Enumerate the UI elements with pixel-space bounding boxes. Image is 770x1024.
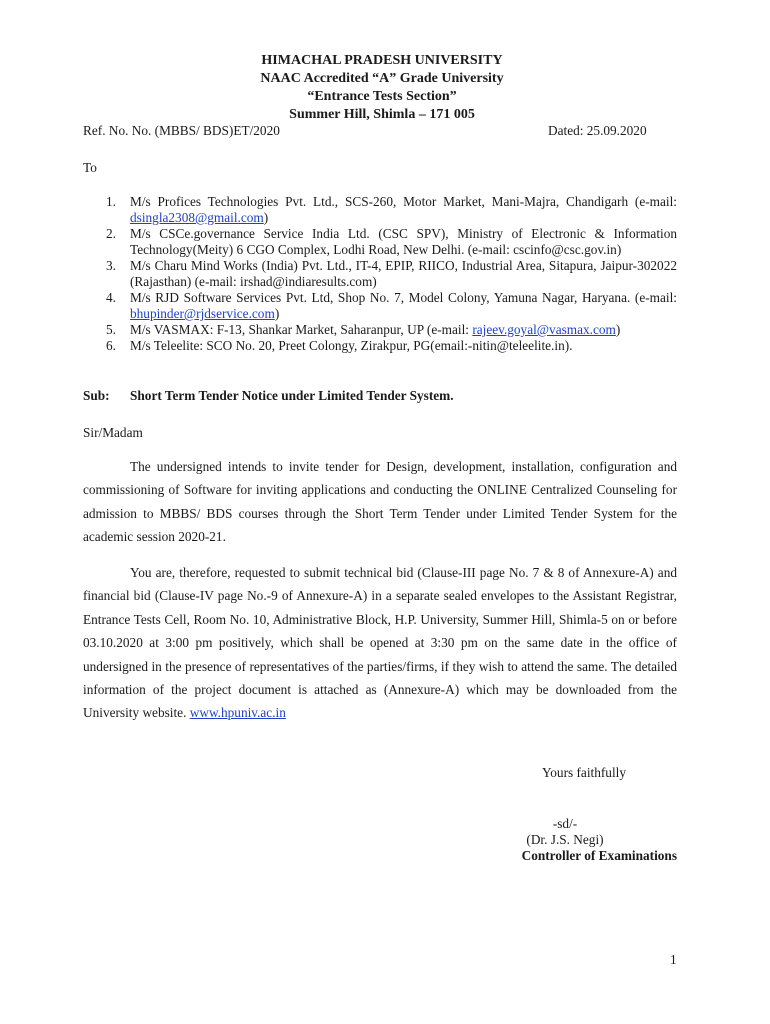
recipient-text: M/s CSCe.governance Service India Ltd. (CSC SPV), Ministry of Electronic & Information Technology(Meity) 6 CGO Complex, Lodhi Road, New Delhi. (e-mail: cscinfo@csc.gov.in) [130,226,677,257]
recipient-number: 2. [106,226,116,241]
section-line: “Entrance Tests Section” [307,89,457,104]
recipient-text: M/s Charu Mind Works (India) Pvt. Ltd., IT-4, EPIP, RIICO, Industrial Area, Sitapura, Jaipur-302022 (Rajasthan) (e-mail: irshad@indiaresults.com) [130,258,677,289]
recipient-item [83,338,677,354]
body-paragraph-1 [83,455,677,549]
recipient-item [83,226,677,258]
recipient-number: 4. [106,290,116,305]
recipient-text: M/s Profices Technologies Pvt. Ltd., SCS-260, Motor Market, Mani-Majra, Chandigarh (e-mail: [130,194,677,209]
paragraph-1-text: The undersigned intends to invite tender for Design, development, installation, configuration and commissioning of Software for inviting applications and conducting the ONLINE Centralized Counseling for admission to MBBS/ BDS courses through the Short Term Tender under Limited Tender System for the academic session 2020-21. [83,459,677,545]
recipient-email-link[interactable]: bhupinder@rjdservice.com [130,306,275,321]
reference-number: Ref. No. No. (MBBS/ BDS)ET/2020 [83,123,280,138]
recipient-item [83,290,677,322]
accreditation-line: NAAC Accredited “A” Grade University [260,71,504,86]
website-link[interactable]: www.hpuniv.ac.in [189,705,286,721]
page-number: 1 [670,952,677,967]
recipient-text-end: ) [263,210,269,225]
signature-title: Controller of Examinations [521,848,677,863]
paragraph-2-text: You are, therefore, requested to submit technical bid (Clause-III page No. 7 & 8 of Annexure-A) and financial bid (Clause-IV page No.-9 of Annexure-A) in a separate sealed envelopes to the Assistant Registrar, Entrance Tests Cell, Room No. 10, Administrative Block, H.P. University, Summer Hill, Shimla-5 on or before 03.10.2020 at 3:00 pm positively, which shall be opened at 3:30 pm on the same date in the office of undersigned in the presence of representatives of the parties/firms, if they wish to attend the same. The detailed information of the project document is attached as (Annexure-A) which may be downloaded from the University website. [83,565,677,721]
salutation: Sir/Madam [83,425,143,440]
recipient-number: 6. [106,338,116,353]
recipient-text: M/s VASMAX: F-13, Shankar Market, Saharanpur, UP (e-mail: [130,322,473,337]
recipient-text-end: ) [274,306,280,321]
subject-text: Short Term Tender Notice under Limited Tender System. [130,388,454,403]
recipient-item [83,258,677,290]
recipient-email-link[interactable]: rajeev.goyal@vasmax.com [472,322,616,337]
to-label: To [83,160,97,175]
recipient-text-end: ) [615,322,621,337]
recipient-text: M/s RJD Software Services Pvt. Ltd, Shop No. 7, Model Colony, Yamuna Nagar, Haryana. (e-mail: [130,290,677,305]
signature-name: (Dr. J.S. Negi) [526,832,604,847]
recipient-number: 1. [106,194,116,209]
recipient-text: M/s Teleelite: SCO No. 20, Preet Colongy, Zirakpur, PG(email:-nitin@teleelite.in). [130,338,573,353]
subject-label: Sub: [83,388,110,403]
address-line: Summer Hill, Shimla – 171 005 [289,107,475,122]
recipient-item [83,194,677,226]
signature-sd: -sd/- [552,816,578,831]
recipient-item [83,322,677,338]
university-name: HIMACHAL PRADESH UNIVERSITY [261,53,503,68]
recipient-list [83,194,677,354]
recipient-email-link[interactable]: dsingla2308@gmail.com [130,210,264,225]
recipient-number: 3. [106,258,116,273]
letter-date: Dated: 25.09.2020 [548,123,647,138]
recipient-number: 5. [106,322,116,337]
closing-line: Yours faithfully [542,765,626,780]
body-paragraph-2 [83,561,677,725]
